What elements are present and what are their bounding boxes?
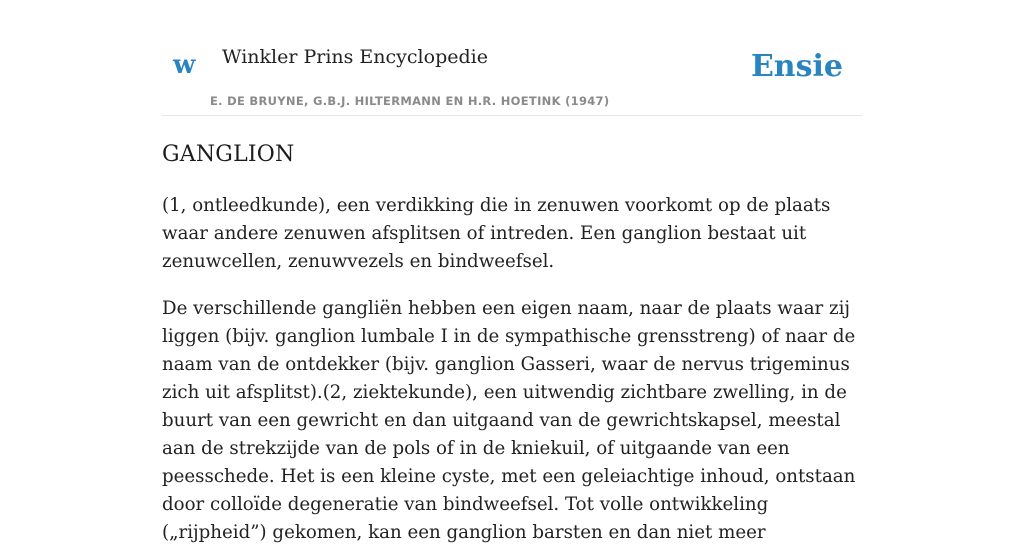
paragraph-1: (1, ontleedkunde), een verdikking die in zenuwen voorkomt op de plaats waar andere zenuwen afsplitsen of intreden. Een ganglion bestaat uit zenuwcellen, zenuwvezels en bindweefsel. <box>162 195 831 272</box>
site-title[interactable]: Winkler Prins Encyclopedie <box>222 46 488 68</box>
site-header <box>162 0 862 116</box>
site-logo[interactable]: w <box>173 50 196 80</box>
brand-logo-ensie[interactable]: Ensie <box>750 49 843 84</box>
authors-byline: E. DE BRUYNE, G.B.J. HILTERMANN EN H.R. HOETINK (1947) <box>210 94 610 108</box>
entry-title: GANGLION <box>162 142 295 167</box>
article-body <box>162 140 862 547</box>
paragraph-2: De verschillende gangliën hebben een eigen naam, naar de plaats waar zij liggen (bijv. ganglion lumbale I in de sympathische grensstreng) of naar de naam van de ontdekker (bijv. ganglion Gasseri, waar de nervus trigeminus zich uit afsplitst).(2, ziektekunde), een uitwendig zichtbare zwelling, in de buurt van een gewricht en dan uitgaand van de gewrichtskapsel, meestal aan de strekzijde van de pols of in de kniekuil, of uitgaande van een peesschede. Het is een kleine cyste, met een geleiachtige inhoud, ontstaan door colloïde degeneratie van bindweefsel. Tot volle ontwikkeling („rijpheid”) gekomen, kan een ganglion barsten en dan niet meer <box>162 298 856 543</box>
